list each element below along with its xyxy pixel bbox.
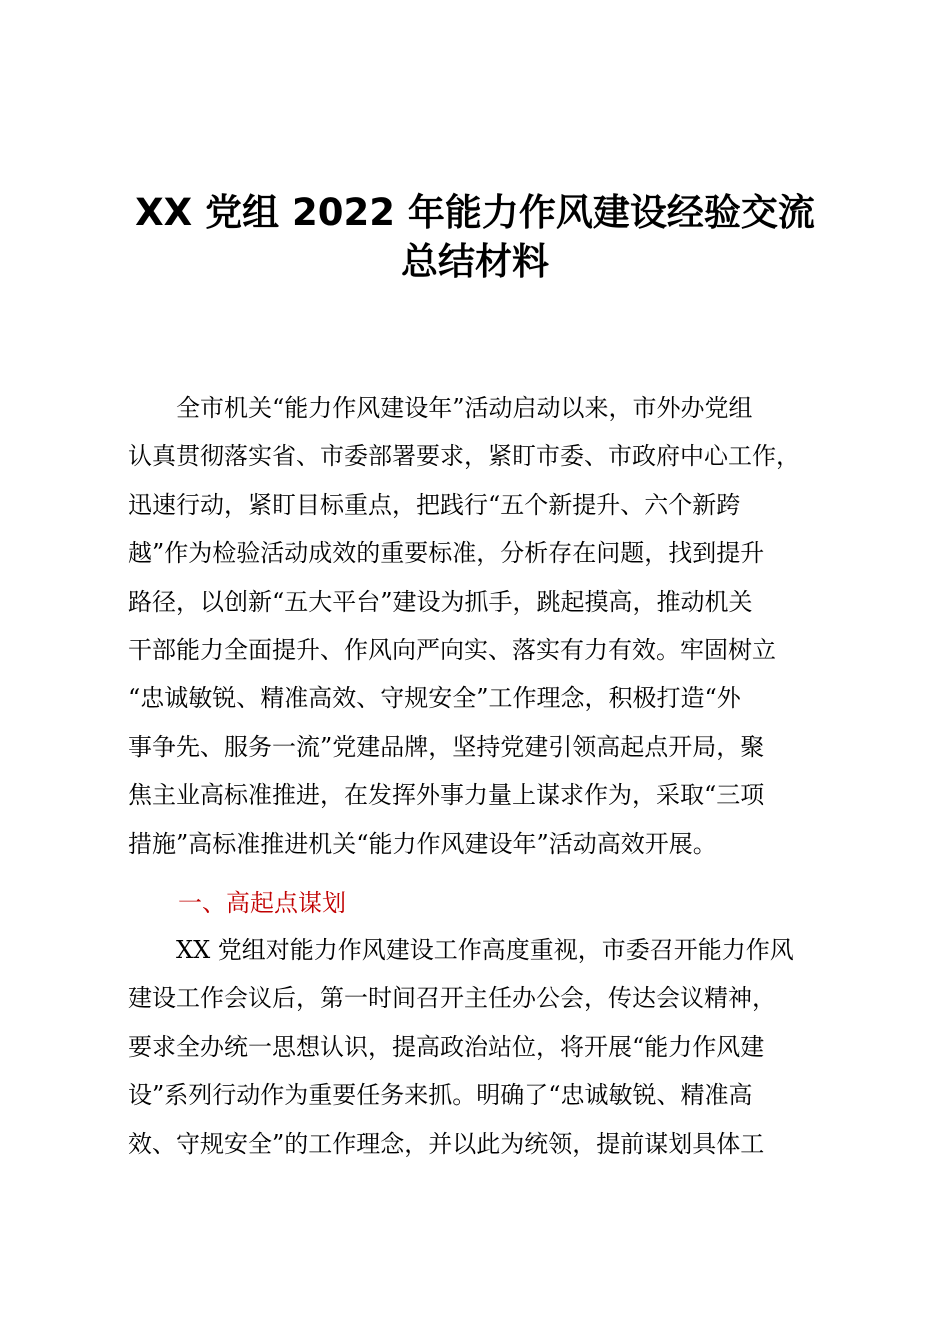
document-title-line-2: 总结材料 [401, 240, 549, 283]
paragraph-line: 焦主业高标准推进，在发挥外事力量上谋求作为，采取“三项 [128, 781, 765, 810]
paragraph-line: 迅速行动，紧盯目标重点，把践行“五个新提升、六个新跨 [128, 490, 741, 519]
paragraph-line: 效、守规安全”的工作理念，并以此为统领，提前谋划具体工 [128, 1129, 765, 1158]
paragraph-line: 越”作为检验活动成效的重要标准，分析存在问题，找到提升 [128, 539, 765, 568]
paragraph-line: 路径，以创新“五大平台”建设为抓手，跳起摸高，推动机关 [128, 587, 753, 616]
paragraph-line: 干部能力全面提升、作风向严向实、落实有力有效。牢固树立 [128, 635, 776, 664]
paragraph-line: XX 党组对能力作风建设工作高度重视，市委召开能力作风 [128, 936, 794, 964]
paragraph-line: “忠诚敏锐、精准高效、守规安全”工作理念，积极打造“外 [128, 684, 741, 713]
paragraph-line: 认真贯彻落实省、市委部署要求，紧盯市委、市政府中心工作， [128, 442, 800, 471]
paragraph-line: 事争先、服务一流”党建品牌，坚持党建引领高起点开局，聚 [128, 732, 765, 761]
paragraph-line: 全市机关“能力作风建设年”活动启动以来，市外办党组 [128, 394, 753, 422]
paragraph-line: 要求全办统一思想认识，提高政治站位，将开展“能力作风建 [128, 1032, 765, 1061]
intro-paragraph [128, 384, 828, 868]
paragraph-line: 措施”高标准推进机关“能力作风建设年”活动高效开展。 [128, 829, 717, 858]
section-1-paragraph [128, 926, 828, 1168]
section-heading: 一、高起点谋划 [178, 889, 346, 917]
document-title-line-1: XX 党组 2022 年能力作风建设经验交流 [135, 191, 815, 234]
paragraph-line: 设”系列行动作为重要任务来抓。明确了“忠诚敏锐、精准高 [128, 1081, 753, 1110]
paragraph-line: 建设工作会议后，第一时间召开主任办公会，传达会议精神， [128, 984, 776, 1013]
